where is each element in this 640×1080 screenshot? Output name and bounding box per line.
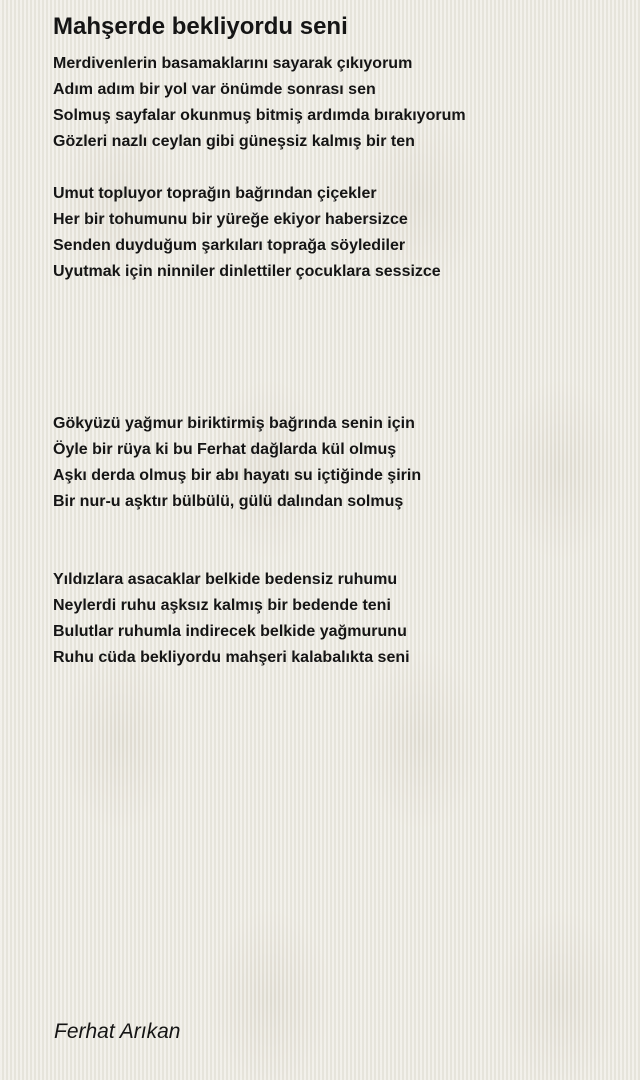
stanza-1 [53, 51, 466, 155]
poem-line: Solmuş sayfalar okunmuş bitmiş ardımda bırakıyorum [53, 107, 466, 124]
poem-line: Bulutlar ruhumla indirecek belkide yağmurunu [53, 623, 407, 640]
stanza-4 [53, 567, 410, 671]
poem-line: Ruhu cüda bekliyordu mahşeri kalabalıkta seni [53, 649, 410, 666]
poem-line: Merdivenlerin basamaklarını sayarak çıkıyorum [53, 55, 413, 72]
poem-line: Her bir tohumunu bir yüreğe ekiyor habersizce [53, 211, 408, 228]
poem-line: Umut topluyor toprağın bağrından çiçekler [53, 185, 377, 202]
poem-line: Öyle bir rüya ki bu Ferhat dağlarda kül olmuş [53, 441, 397, 458]
poem-author: Ferhat Arıkan [54, 1020, 181, 1043]
poem-line: Neylerdi ruhu aşksız kalmış bir bedende teni [53, 597, 391, 614]
poem-title: Mahşerde bekliyordu seni [53, 13, 348, 40]
poem-line: Bir nur-u aşktır bülbülü, gülü dalından solmuş [53, 493, 404, 510]
poem-line: Uyutmak için ninniler dinlettiler çocuklara sessizce [53, 263, 441, 280]
poem-line: Adım adım bir yol var önümde sonrası sen [53, 81, 376, 98]
poem-line: Aşkı derda olmuş bir abı hayatı su içtiğinde şirin [53, 467, 422, 484]
stanza-2 [53, 181, 441, 285]
stanza-3 [53, 411, 421, 515]
poem-line: Yıldızlara asacaklar belkide bedensiz ruhumu [53, 571, 398, 588]
poem-line: Gözleri nazlı ceylan gibi güneşsiz kalmış bir ten [53, 133, 415, 150]
poem-line: Senden duyduğum şarkıları toprağa söylediler [53, 237, 406, 254]
poem-line: Gökyüzü yağmur biriktirmiş bağrında senin için [53, 415, 415, 432]
